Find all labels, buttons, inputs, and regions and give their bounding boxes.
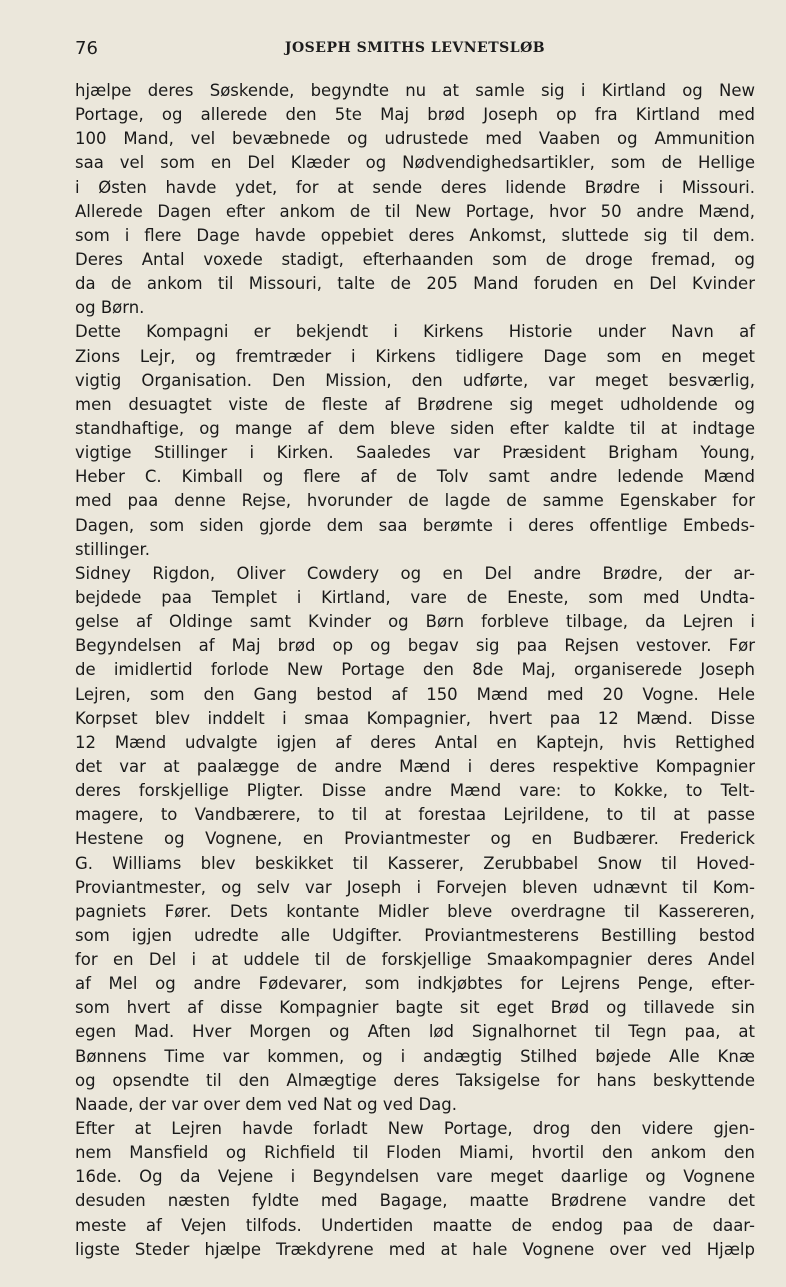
page-header [75, 38, 755, 62]
text-line: G. Williams blev beskikket til Kasserer, Zerubbabel Snow til Hoved- [75, 853, 755, 873]
text-line: Sidney Rigdon, Oliver Cowdery og en Del andre Brødre, der ar- [75, 563, 755, 583]
text-line: 12 Mænd udvalgte igjen af deres Antal en Kaptejn, hvis Rettighed [75, 732, 755, 752]
text-line: nem Mansfield og Richfield til Floden Miami, hvortil den ankom den [75, 1143, 755, 1163]
page-number: 76 [75, 38, 98, 59]
text-line: vigtig Organisation. Den Mission, den udførte, var meget besværlig, [75, 370, 755, 390]
text-line: da de ankom til Missouri, talte de 205 Mand foruden en Del Kvinder [75, 274, 755, 294]
text-line: Proviantmester, og selv var Joseph i Forvejen bleven udnævnt til Kom- [75, 877, 755, 897]
text-line: Hestene og Vognene, en Proviantmester og en Budbærer. Frederick [75, 829, 755, 849]
text-line: Dette Kompagni er bekjendt i Kirkens Historie under Navn af [75, 322, 755, 342]
text-line: 100 Mand, vel bevæbnede og udrustede med Vaaben og Ammunition [75, 129, 755, 149]
text-line: og opsendte til den Almægtige deres Taksigelse for hans beskyttende [75, 1070, 755, 1090]
text-line: som hvert af disse Kompagnier bagte sit eget Brød og tillavede sin [75, 998, 755, 1018]
text-line: Portage, og allerede den 5te Maj brød Joseph op fra Kirtland med [75, 105, 755, 125]
text-line: Naade, der var over dem ved Nat og ved Dag. [75, 1094, 458, 1114]
text-line: egen Mad. Hver Morgen og Aften lød Signalhornet til Tegn paa, at [75, 1022, 755, 1042]
running-title: JOSEPH SMITHS LEVNETSLØB [284, 40, 546, 56]
text-line: Korpset blev inddelt i smaa Kompagnier, hvert paa 12 Mænd. Disse [75, 708, 755, 728]
text-line: Heber C. Kimball og flere af de Tolv samt andre ledende Mænd [75, 467, 755, 487]
text-line: som i flere Dage havde oppebiet deres Ankomst, sluttede sig til dem. [75, 225, 755, 245]
text-line: saa vel som en Del Klæder og Nødvendighedsartikler, som de Hellige [75, 153, 755, 173]
text-line: Deres Antal voxede stadigt, efterhaanden som de droge fremad, og [75, 249, 755, 269]
text-line: det var at paalægge de andre Mænd i deres respektive Kompagnier [75, 756, 755, 776]
text-line: Begyndelsen af Maj brød op og begav sig paa Rejsen vestover. Før [75, 636, 755, 656]
text-line: de imidlertid forlode New Portage den 8de Maj, organiserede Joseph [75, 660, 755, 680]
text-line: Lejren, som den Gang bestod af 150 Mænd med 20 Vogne. Hele [75, 684, 755, 704]
text-line: Efter at Lejren havde forladt New Portage, drog den videre gjen- [75, 1119, 755, 1139]
body-text [75, 79, 755, 1262]
text-line: stillinger. [75, 539, 150, 559]
text-line: vigtige Stillinger i Kirken. Saaledes var Præsident Brigham Young, [75, 443, 755, 463]
text-line: Allerede Dagen efter ankom de til New Portage, hvor 50 andre Mænd, [75, 201, 755, 221]
text-line: gelse af Oldinge samt Kvinder og Børn forbleve tilbage, da Lejren i [75, 612, 755, 632]
text-line: af Mel og andre Fødevarer, som indkjøbtes for Lejrens Penge, efter- [75, 974, 755, 994]
text-line: og Børn. [75, 298, 145, 318]
text-line: som igjen udredte alle Udgifter. Proviantmesterens Bestilling bestod [75, 925, 755, 945]
text-line: bejdede paa Templet i Kirtland, vare de Eneste, som med Undta- [75, 587, 755, 607]
text-line: for en Del i at uddele til de forskjellige Smaakompagnier deres Andel [75, 950, 755, 970]
text-line: Zions Lejr, og fremtræder i Kirkens tidligere Dage som en meget [75, 346, 755, 366]
text-line: standhaftige, og mange af dem bleve siden efter kaldte til at indtage [75, 418, 755, 438]
text-line: desuden næsten fyldte med Bagage, maatte Brødrene vandre det [75, 1191, 755, 1211]
text-line: meste af Vejen tilfods. Undertiden maatte de endog paa de daar- [75, 1215, 755, 1235]
text-line: 16de. Og da Vejene i Begyndelsen vare meget daarlige og Vognene [75, 1167, 755, 1187]
text-line: men desuagtet viste de fleste af Brødrene sig meget udholdende og [75, 394, 755, 414]
text-line: magere, to Vandbærere, to til at forestaa Lejrildene, to til at passe [75, 805, 755, 825]
text-line: hjælpe deres Søskende, begyndte nu at samle sig i Kirtland og New [75, 81, 755, 100]
text-line: ligste Steder hjælpe Trækdyrene med at hale Vognene over ved Hjælp [75, 1239, 755, 1259]
text-line: med paa denne Rejse, hvorunder de lagde de samme Egenskaber for [75, 491, 755, 511]
text-line: Dagen, som siden gjorde dem saa berømte i deres offentlige Embeds- [75, 515, 755, 535]
text-line: deres forskjellige Pligter. Disse andre Mænd vare: to Kokke, to Telt- [75, 781, 755, 801]
text-line: Bønnens Time var kommen, og i andægtig Stilhed bøjede Alle Knæ [75, 1046, 755, 1066]
text-line: i Østen havde ydet, for at sende deres lidende Brødre i Missouri. [75, 177, 755, 197]
text-line: pagniets Fører. Dets kontante Midler bleve overdragne til Kassereren, [75, 901, 755, 921]
